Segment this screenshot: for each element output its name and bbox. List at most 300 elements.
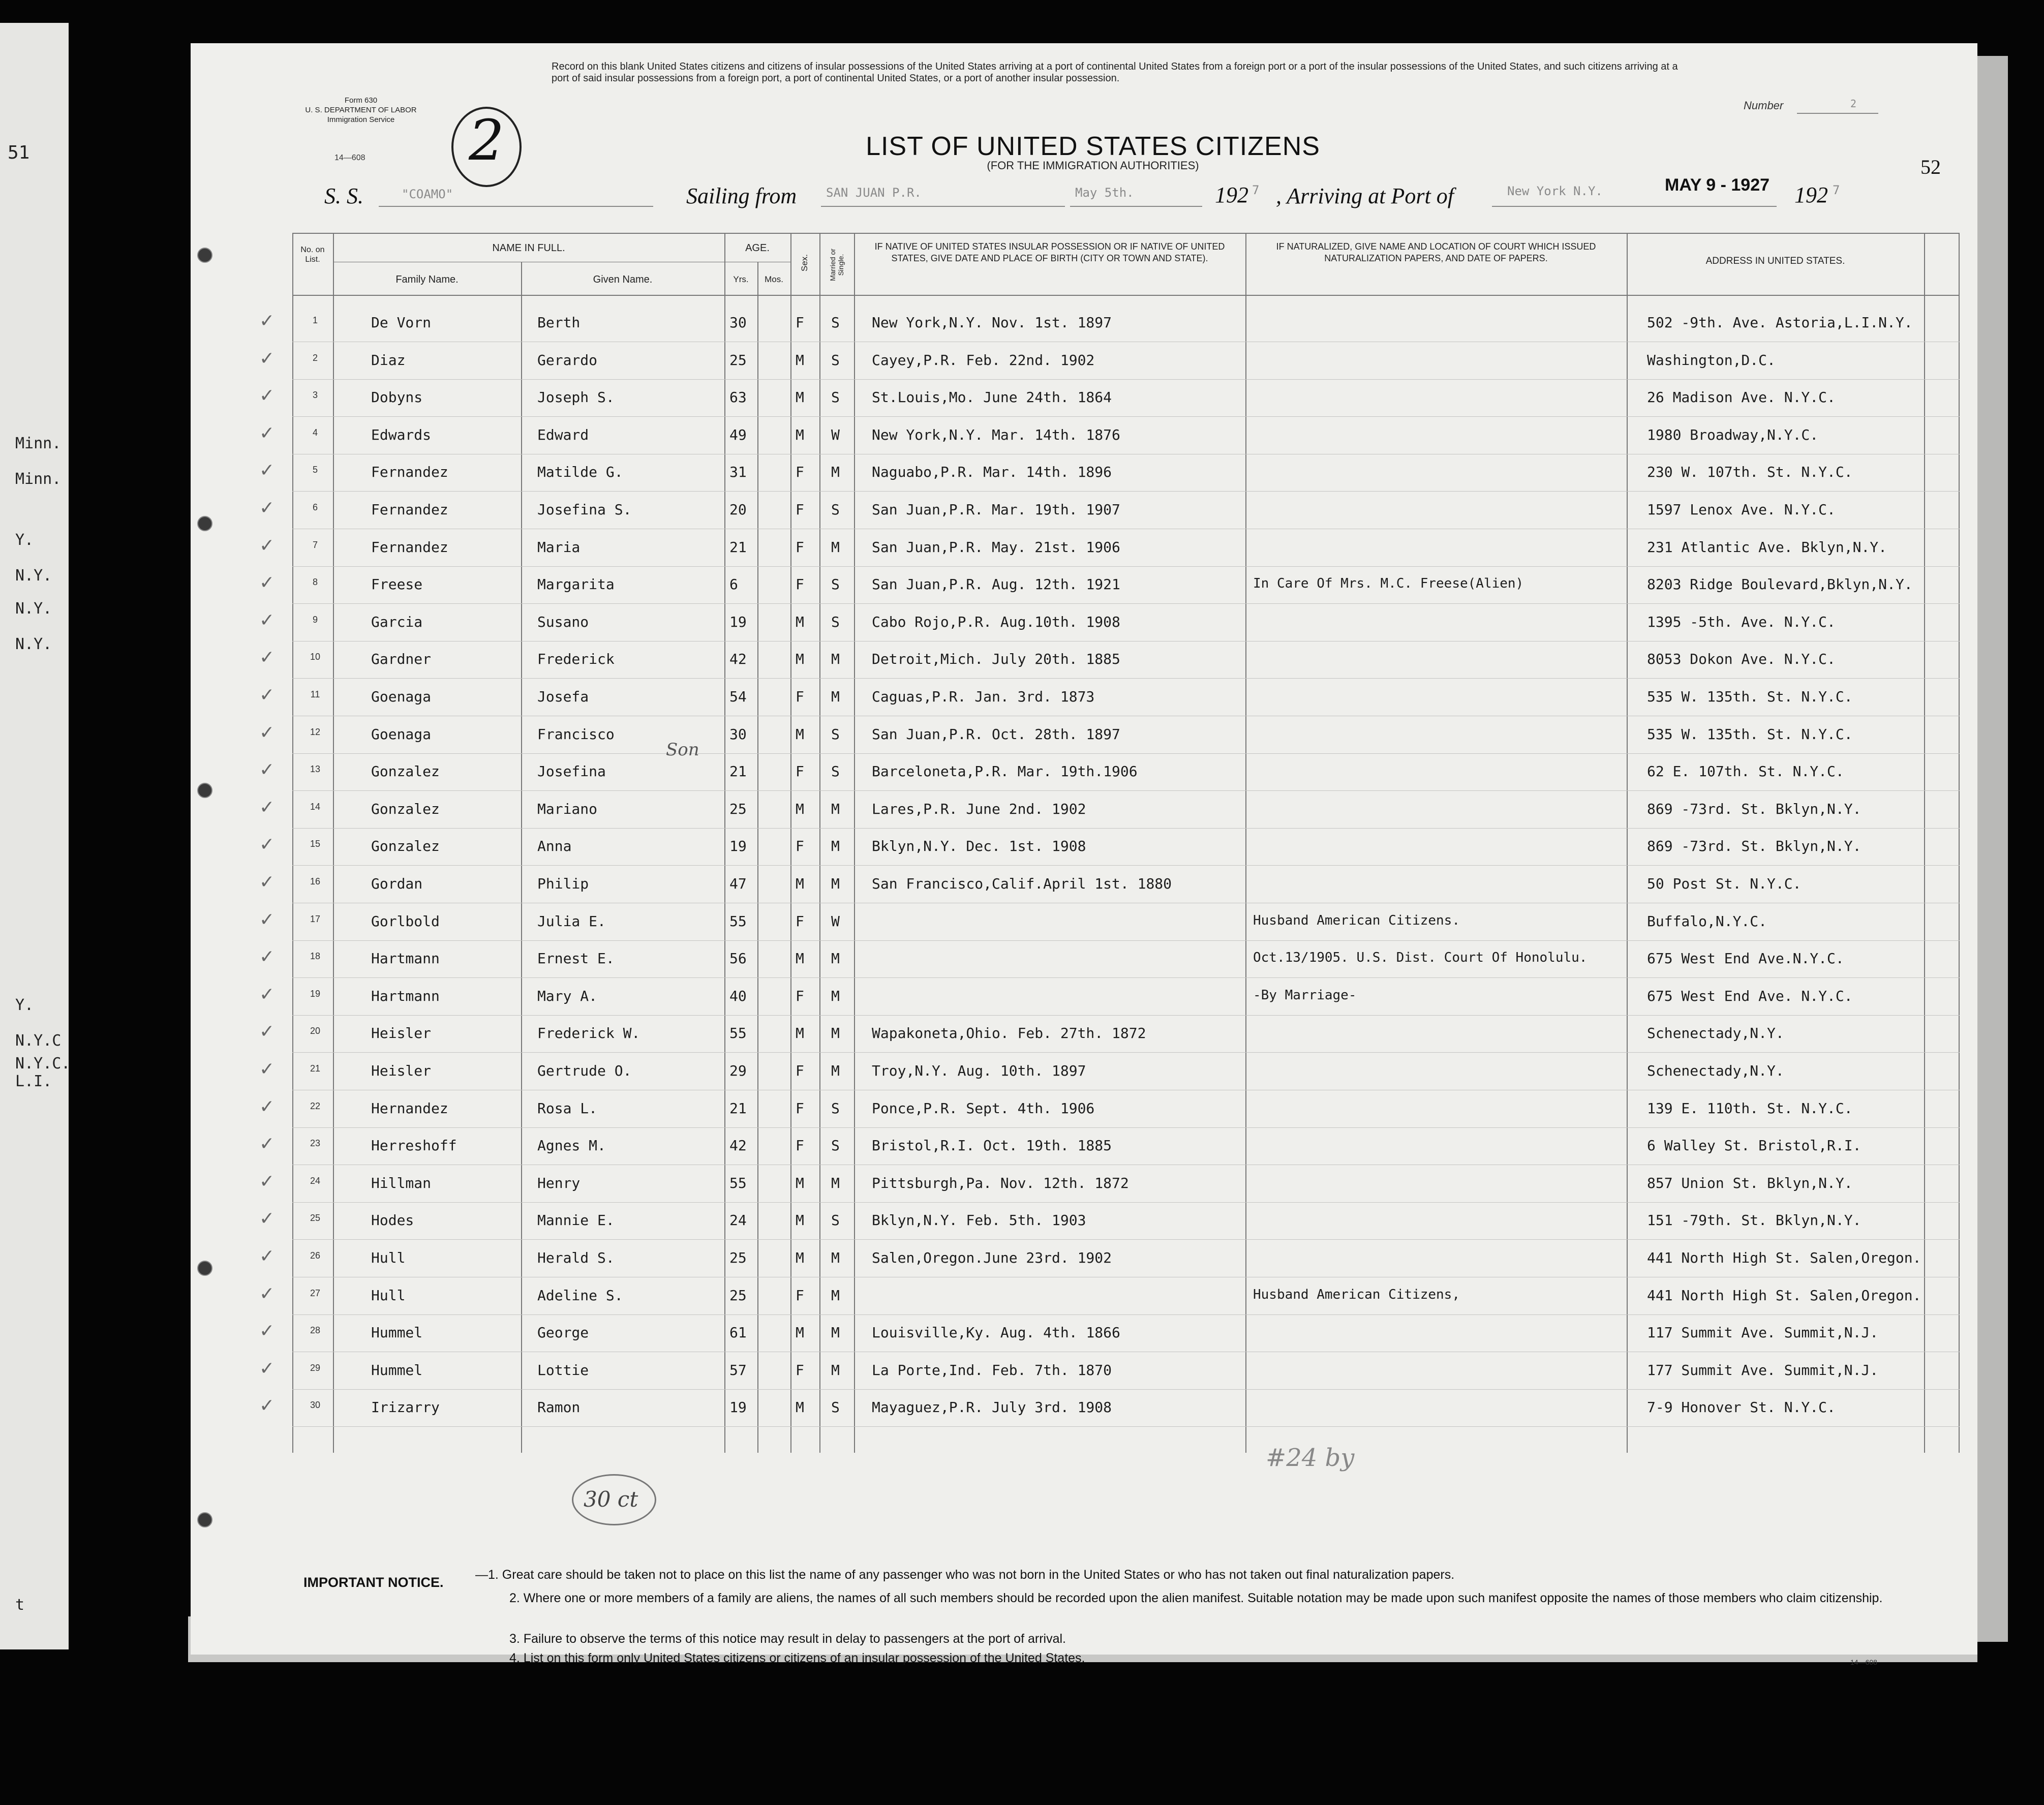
row-number: 23	[310, 1138, 321, 1149]
cell-yrs: 30	[729, 725, 747, 743]
row-number: 21	[310, 1063, 321, 1074]
cell-sex: M	[796, 800, 804, 817]
check-mark-icon: ✓	[259, 1134, 275, 1154]
handwritten-count: 30 ct	[584, 1487, 638, 1512]
cell-given: Ramon	[537, 1399, 581, 1416]
cell-address: 117 Summit Ave. Summit,N.J.	[1647, 1324, 1879, 1341]
cell-yrs: 24	[729, 1212, 747, 1229]
cell-nat: Oct.13/1905. U.S. Dist. Court Of Honolulu.	[1253, 950, 1588, 966]
cell-family: Fernandez	[371, 501, 448, 518]
row-number: 9	[312, 614, 318, 625]
table-row	[259, 1278, 1960, 1315]
cell-given: Gertrude O.	[537, 1062, 632, 1079]
arrival-port: New York N.Y.	[1507, 184, 1603, 198]
binding-hole-icon	[197, 1512, 212, 1527]
department: U. S. DEPARTMENT OF LABOR	[305, 106, 417, 114]
row-number: 1	[312, 315, 318, 325]
cell-ms: M	[831, 875, 840, 892]
cell-ms: M	[831, 1174, 840, 1191]
footer-code: 14—608	[1850, 1658, 1877, 1666]
cell-given: Gerardo	[537, 351, 598, 369]
page-number: 52	[1920, 156, 1941, 178]
cell-family: Edwards	[371, 426, 432, 443]
left-fragment: N.Y.	[15, 635, 52, 653]
col-header-sex: Sex.	[800, 254, 809, 272]
handwritten-note: #24 by	[1266, 1444, 1355, 1472]
cell-given: Margarita	[537, 576, 615, 593]
row-number: 2	[312, 352, 318, 363]
cell-given: Francisco	[537, 725, 615, 743]
year-2: 192	[1794, 182, 1828, 207]
notice-item-2: 2. Where one or more members of a family are aliens, the names of all such members should be recorded upon the alien manifest. Suitable notation may be made upon such manifest opposite the names of those members who claim citizenship.	[509, 1591, 1883, 1605]
table-row	[259, 492, 1960, 529]
cell-birth: Detroit,Mich. July 20th. 1885	[872, 651, 1120, 668]
cell-address: 230 W. 107th. St. N.Y.C.	[1647, 464, 1853, 481]
cell-yrs: 55	[729, 912, 747, 930]
notice-item-1: —1. Great care should be taken not to place on this list the name of any passenger who was not born in the United States or who has not taken out final naturalization papers.	[475, 1568, 1455, 1582]
cell-ms: M	[831, 1062, 840, 1079]
cell-family: Gonzalez	[371, 800, 440, 817]
table-top-rule	[292, 233, 1960, 234]
cell-sex: F	[796, 1287, 804, 1304]
check-mark-icon: ✓	[259, 1208, 275, 1229]
row-number: 11	[310, 689, 320, 699]
cell-given: Mary A.	[537, 987, 598, 1004]
cell-family: Goenaga	[371, 725, 432, 743]
cell-ms: M	[831, 688, 840, 705]
cell-family: Hillman	[371, 1174, 432, 1191]
cell-address: 6 Walley St. Bristol,R.I.	[1647, 1137, 1862, 1154]
cell-address: 1980 Broadway,N.Y.C.	[1647, 426, 1819, 443]
check-mark-icon: ✓	[259, 535, 275, 556]
col-header-married: Married or Single.	[829, 249, 845, 281]
cell-birth: San Juan,P.R. Mar. 19th. 1907	[872, 501, 1120, 518]
table-row	[259, 978, 1960, 1016]
cell-sex: F	[796, 538, 804, 556]
cell-ms: M	[831, 1287, 840, 1304]
cell-birth: St.Louis,Mo. June 24th. 1864	[872, 389, 1112, 406]
row-number: 22	[310, 1100, 321, 1111]
cell-address: 869 -73rd. St. Bklyn,N.Y.	[1647, 838, 1862, 855]
left-fragment: t	[15, 1596, 25, 1614]
sailing-label: Sailing from	[686, 183, 797, 208]
left-fragment: Minn.	[15, 470, 62, 488]
table-row	[259, 454, 1960, 492]
row-divider	[292, 1426, 1960, 1427]
cell-family: Hodes	[371, 1212, 414, 1229]
cell-sex: F	[796, 763, 804, 780]
cell-given: Josefina S.	[537, 501, 632, 518]
check-mark-icon: ✓	[259, 498, 275, 518]
cell-sex: M	[796, 725, 804, 743]
form-number: Form 630	[344, 96, 378, 105]
check-mark-icon: ✓	[259, 909, 275, 930]
cell-given: Edward	[537, 426, 589, 443]
table-row	[259, 567, 1960, 604]
table-row	[259, 1166, 1960, 1203]
table-row	[259, 1315, 1960, 1352]
cell-address: Schenectady,N.Y.	[1647, 1025, 1784, 1042]
table-row	[259, 679, 1960, 716]
cell-address: 535 W. 135th. St. N.Y.C.	[1647, 688, 1853, 705]
left-fragment: N.Y.C	[15, 1032, 62, 1050]
cell-yrs: 55	[729, 1174, 747, 1191]
cell-yrs: 57	[729, 1361, 747, 1379]
cell-given: Maria	[537, 538, 581, 556]
cell-yrs: 54	[729, 688, 747, 705]
cell-ms: M	[831, 800, 840, 817]
left-fragment: Y.	[15, 531, 34, 549]
check-mark-icon: ✓	[259, 722, 275, 743]
cell-family: Diaz	[371, 351, 406, 369]
check-mark-icon: ✓	[259, 797, 275, 817]
check-mark-icon: ✓	[259, 385, 275, 406]
cell-address: 535 W. 135th. St. N.Y.C.	[1647, 725, 1853, 743]
left-fragment: L.I.	[15, 1073, 52, 1090]
cell-sex: M	[796, 1399, 804, 1416]
cell-given: Joseph S.	[537, 389, 615, 406]
col-header-native: IF NATIVE OF UNITED STATES INSULAR POSSESSION OR IF NATIVE OF UNITED STATES, GIVE DATE AND PLACE OF BIRTH (CITY OR TOWN AND STATE).	[874, 241, 1225, 263]
table-row	[259, 791, 1960, 829]
table-row	[259, 866, 1960, 903]
cell-ms: M	[831, 538, 840, 556]
col-header-given: Given Name.	[593, 274, 653, 285]
cell-birth: San Juan,P.R. Aug. 12th. 1921	[872, 576, 1120, 593]
cell-sex: M	[796, 351, 804, 369]
cell-ms: W	[831, 426, 840, 443]
cell-yrs: 49	[729, 426, 747, 443]
cell-birth: Naguabo,P.R. Mar. 14th. 1896	[872, 464, 1112, 481]
cell-address: 441 North High St. Salen,Oregon.	[1647, 1249, 1921, 1266]
cell-sex: M	[796, 1025, 804, 1042]
row-number: 5	[312, 465, 318, 475]
cell-ms: M	[831, 1025, 840, 1042]
page-title: LIST OF UNITED STATES CITIZENS	[866, 132, 1320, 161]
check-mark-icon: ✓	[259, 1246, 275, 1266]
row-number: 12	[310, 726, 321, 737]
row-number: 18	[310, 951, 321, 962]
row-number: 24	[310, 1175, 321, 1186]
check-mark-icon: ✓	[259, 834, 275, 855]
cell-given: Ernest E.	[537, 950, 615, 967]
cell-ms: S	[831, 389, 840, 406]
table-row	[259, 641, 1960, 679]
table-row	[259, 1091, 1960, 1128]
arrival-date-stamp: MAY 9 - 1927	[1665, 175, 1770, 195]
cell-sex: M	[796, 1212, 804, 1229]
cell-birth: Bklyn,N.Y. Dec. 1st. 1908	[872, 838, 1086, 855]
cell-ms: S	[831, 1212, 840, 1229]
cell-family: Gonzalez	[371, 763, 440, 780]
cell-address: 139 E. 110th. St. N.Y.C.	[1647, 1099, 1853, 1117]
cell-sex: F	[796, 987, 804, 1004]
cell-ms: M	[831, 950, 840, 967]
row-number: 20	[310, 1026, 321, 1036]
cell-family: Fernandez	[371, 538, 448, 556]
cell-address: 441 North High St. Salen,Oregon.	[1647, 1287, 1921, 1304]
check-mark-icon: ✓	[259, 311, 275, 331]
left-fragment: N.Y.C.	[15, 1055, 71, 1073]
cell-yrs: 25	[729, 1287, 747, 1304]
cell-address: 8203 Ridge Boulevard,Bklyn,N.Y.	[1647, 576, 1913, 593]
binding-hole-icon	[197, 248, 212, 263]
cell-ms: S	[831, 763, 840, 780]
number-line	[1797, 113, 1878, 114]
cell-given: Agnes M.	[537, 1137, 606, 1154]
from-port: SAN JUAN P.R.	[826, 186, 922, 200]
cell-nat: -By Marriage-	[1253, 987, 1357, 1003]
ss-label: S. S.	[324, 183, 363, 208]
arriving-label: , Arriving at Port of	[1276, 183, 1454, 208]
cell-ms: M	[831, 464, 840, 481]
row-number: 15	[310, 839, 321, 849]
cell-nat: Husband American Citizens.	[1253, 912, 1460, 928]
from-line	[821, 206, 1065, 207]
cell-family: Hull	[371, 1287, 406, 1304]
cell-ms: S	[831, 1399, 840, 1416]
cell-sex: M	[796, 875, 804, 892]
table-row	[259, 530, 1960, 567]
port-line	[1492, 206, 1777, 207]
cell-sex: F	[796, 688, 804, 705]
cell-given: Matilde G.	[537, 464, 623, 481]
cell-address: 26 Madison Ave. N.Y.C.	[1647, 389, 1836, 406]
cell-address: 857 Union St. Bklyn,N.Y.	[1647, 1174, 1853, 1191]
cell-yrs: 21	[729, 763, 747, 780]
binding-hole-icon	[197, 516, 212, 531]
cell-family: De Vorn	[371, 314, 432, 331]
table-row	[259, 417, 1960, 454]
cell-birth: San Juan,P.R. Oct. 28th. 1897	[872, 725, 1120, 743]
cell-given: Lottie	[537, 1361, 589, 1379]
cell-birth: Ponce,P.R. Sept. 4th. 1906	[872, 1099, 1095, 1117]
cell-sex: M	[796, 950, 804, 967]
cell-address: Schenectady,N.Y.	[1647, 1062, 1784, 1079]
cell-given: Anna	[537, 838, 572, 855]
table-row	[259, 1240, 1960, 1277]
cell-ms: M	[831, 1249, 840, 1266]
cell-yrs: 55	[729, 1025, 747, 1042]
row-number: 17	[310, 913, 321, 924]
cell-ms: S	[831, 314, 840, 331]
row-number: 7	[312, 539, 318, 550]
cell-sex: F	[796, 1099, 804, 1117]
check-mark-icon: ✓	[259, 422, 275, 443]
cell-address: Buffalo,N.Y.C.	[1647, 912, 1767, 930]
cell-yrs: 31	[729, 464, 747, 481]
cell-ms: M	[831, 987, 840, 1004]
cell-ms: S	[831, 351, 840, 369]
notice-heading: IMPORTANT NOTICE.	[303, 1575, 444, 1590]
cell-family: Fernandez	[371, 464, 448, 481]
row-number: 29	[310, 1362, 321, 1373]
check-mark-icon: ✓	[259, 1395, 275, 1416]
cell-family: Hernandez	[371, 1099, 448, 1117]
cell-birth: Troy,N.Y. Aug. 10th. 1897	[872, 1062, 1086, 1079]
cell-birth: Barceloneta,P.R. Mar. 19th.1906	[872, 763, 1138, 780]
table-row	[259, 380, 1960, 417]
cell-yrs: 42	[729, 1137, 747, 1154]
cell-birth: Lares,P.R. June 2nd. 1902	[872, 800, 1086, 817]
cell-ms: M	[831, 838, 840, 855]
row-number: 10	[310, 652, 321, 662]
cell-ms: S	[831, 501, 840, 518]
table-row	[259, 604, 1960, 641]
page-subtitle: (FOR THE IMMIGRATION AUTHORITIES)	[987, 159, 1199, 172]
cell-yrs: 21	[729, 538, 747, 556]
cell-address: 869 -73rd. St. Bklyn,N.Y.	[1647, 800, 1862, 817]
cell-yrs: 30	[729, 314, 747, 331]
cell-family: Dobyns	[371, 389, 423, 406]
check-mark-icon: ✓	[259, 946, 275, 967]
ship-line	[379, 206, 653, 207]
cell-address: 8053 Dokon Ave. N.Y.C.	[1647, 651, 1836, 668]
cell-family: Freese	[371, 576, 423, 593]
cell-sex: F	[796, 576, 804, 593]
cell-ms: S	[831, 725, 840, 743]
cell-family: Gardner	[371, 651, 432, 668]
row-number: 6	[312, 502, 318, 512]
cell-family: Hummel	[371, 1361, 423, 1379]
cell-address: 151 -79th. St. Bklyn,N.Y.	[1647, 1212, 1862, 1229]
table-row	[259, 1128, 1960, 1165]
row-number: 25	[310, 1213, 321, 1223]
year-2-digit: 7	[1833, 183, 1840, 197]
cell-birth: Cabo Rojo,P.R. Aug.10th. 1908	[872, 613, 1120, 630]
cell-sex: F	[796, 464, 804, 481]
cell-ms: M	[831, 1361, 840, 1379]
binding-hole-icon	[197, 783, 212, 798]
cell-birth: Wapakoneta,Ohio. Feb. 27th. 1872	[872, 1025, 1146, 1042]
cell-family: Gordan	[371, 875, 423, 892]
row-number: 26	[310, 1250, 321, 1261]
cell-birth: New York,N.Y. Mar. 14th. 1876	[872, 426, 1120, 443]
cell-family: Irizarry	[371, 1399, 440, 1416]
cell-address: 1597 Lenox Ave. N.Y.C.	[1647, 501, 1836, 518]
check-mark-icon: ✓	[259, 348, 275, 369]
col-header-address: ADDRESS IN UNITED STATES.	[1705, 256, 1845, 266]
check-mark-icon: ✓	[259, 460, 275, 481]
table-row	[259, 717, 1960, 754]
cell-given: Rosa L.	[537, 1099, 598, 1117]
table-row	[259, 1353, 1960, 1390]
cell-family: Heisler	[371, 1062, 432, 1079]
year-1: 192	[1215, 182, 1248, 207]
check-mark-icon: ✓	[259, 685, 275, 705]
cell-birth: New York,N.Y. Nov. 1st. 1897	[872, 314, 1112, 331]
cell-yrs: 47	[729, 875, 747, 892]
check-mark-icon: ✓	[259, 984, 275, 1004]
left-page-strip	[0, 23, 69, 1649]
cell-birth: Cayey,P.R. Feb. 22nd. 1902	[872, 351, 1095, 369]
row-number: 19	[310, 988, 321, 999]
col-header-name: NAME IN FULL.	[492, 242, 565, 254]
cell-address: 675 West End Ave.N.Y.C.	[1647, 950, 1844, 967]
cell-family: Hartmann	[371, 950, 440, 967]
cell-given: Henry	[537, 1174, 581, 1191]
date-line	[1070, 206, 1202, 207]
cell-ms: S	[831, 1099, 840, 1117]
cell-address: 50 Post St. N.Y.C.	[1647, 875, 1802, 892]
check-mark-icon: ✓	[259, 1021, 275, 1042]
cell-sex: M	[796, 389, 804, 406]
cell-sex: F	[796, 314, 804, 331]
cell-ms: M	[831, 1324, 840, 1341]
cell-address: 231 Atlantic Ave. Bklyn,N.Y.	[1647, 538, 1887, 556]
handwritten-note: Son	[666, 740, 699, 760]
cell-family: Garcia	[371, 613, 423, 630]
row-number: 3	[312, 390, 318, 401]
row-number: 28	[310, 1325, 321, 1336]
number-value: 2	[1850, 98, 1857, 110]
cell-sex: F	[796, 501, 804, 518]
form-info	[285, 96, 437, 125]
cell-yrs: 25	[729, 800, 747, 817]
cell-given: Julia E.	[537, 912, 606, 930]
table-row	[259, 941, 1960, 978]
check-mark-icon: ✓	[259, 1283, 275, 1304]
cell-birth: Bklyn,N.Y. Feb. 5th. 1903	[872, 1212, 1086, 1229]
check-mark-icon: ✓	[259, 572, 275, 593]
check-mark-icon: ✓	[259, 647, 275, 668]
cell-ms: W	[831, 912, 840, 930]
check-mark-icon: ✓	[259, 759, 275, 780]
check-mark-icon: ✓	[259, 1358, 275, 1379]
cell-yrs: 29	[729, 1062, 747, 1079]
cell-given: Mariano	[537, 800, 598, 817]
year-1-digit: 7	[1252, 183, 1260, 197]
cell-given: Frederick	[537, 651, 615, 668]
row-number: 8	[312, 577, 318, 588]
row-number: 4	[312, 427, 318, 438]
table-row	[259, 1016, 1960, 1053]
cell-given: Susano	[537, 613, 589, 630]
check-mark-icon: ✓	[259, 1171, 275, 1191]
cell-sex: M	[796, 1174, 804, 1191]
cell-given: Josefa	[537, 688, 589, 705]
cell-birth: Salen,Oregon.June 23rd. 1902	[872, 1249, 1112, 1266]
cell-address: 675 West End Ave. N.Y.C.	[1647, 987, 1853, 1004]
cell-yrs: 25	[729, 1249, 747, 1266]
cell-yrs: 19	[729, 838, 747, 855]
cell-family: Goenaga	[371, 688, 432, 705]
row-number: 27	[310, 1288, 321, 1298]
cell-address: 177 Summit Ave. Summit,N.J.	[1647, 1361, 1879, 1379]
row-number: 14	[310, 801, 321, 812]
col-header-yrs: Yrs.	[733, 274, 749, 284]
page-edge	[1977, 56, 2008, 1642]
check-mark-icon: ✓	[259, 1096, 275, 1117]
table-row	[259, 1390, 1960, 1427]
cell-family: Hartmann	[371, 987, 440, 1004]
cell-family: Hummel	[371, 1324, 423, 1341]
cell-sex: F	[796, 1361, 804, 1379]
binding-hole-icon	[197, 1261, 212, 1276]
table-row	[259, 1053, 1960, 1090]
cell-address: Washington,D.C.	[1647, 351, 1776, 369]
cell-yrs: 19	[729, 1399, 747, 1416]
cell-birth: Louisville,Ky. Aug. 4th. 1866	[872, 1324, 1120, 1341]
cell-birth: San Juan,P.R. May. 21st. 1906	[872, 538, 1120, 556]
cell-birth: Bristol,R.I. Oct. 19th. 1885	[872, 1137, 1112, 1154]
cell-family: Herreshoff	[371, 1137, 457, 1154]
cell-sex: M	[796, 1324, 804, 1341]
col-header-mos: Mos.	[765, 274, 783, 284]
cell-birth: La Porte,Ind. Feb. 7th. 1870	[872, 1361, 1112, 1379]
table-row	[259, 829, 1960, 866]
cell-given: Herald S.	[537, 1249, 615, 1266]
cell-birth: Caguas,P.R. Jan. 3rd. 1873	[872, 688, 1095, 705]
